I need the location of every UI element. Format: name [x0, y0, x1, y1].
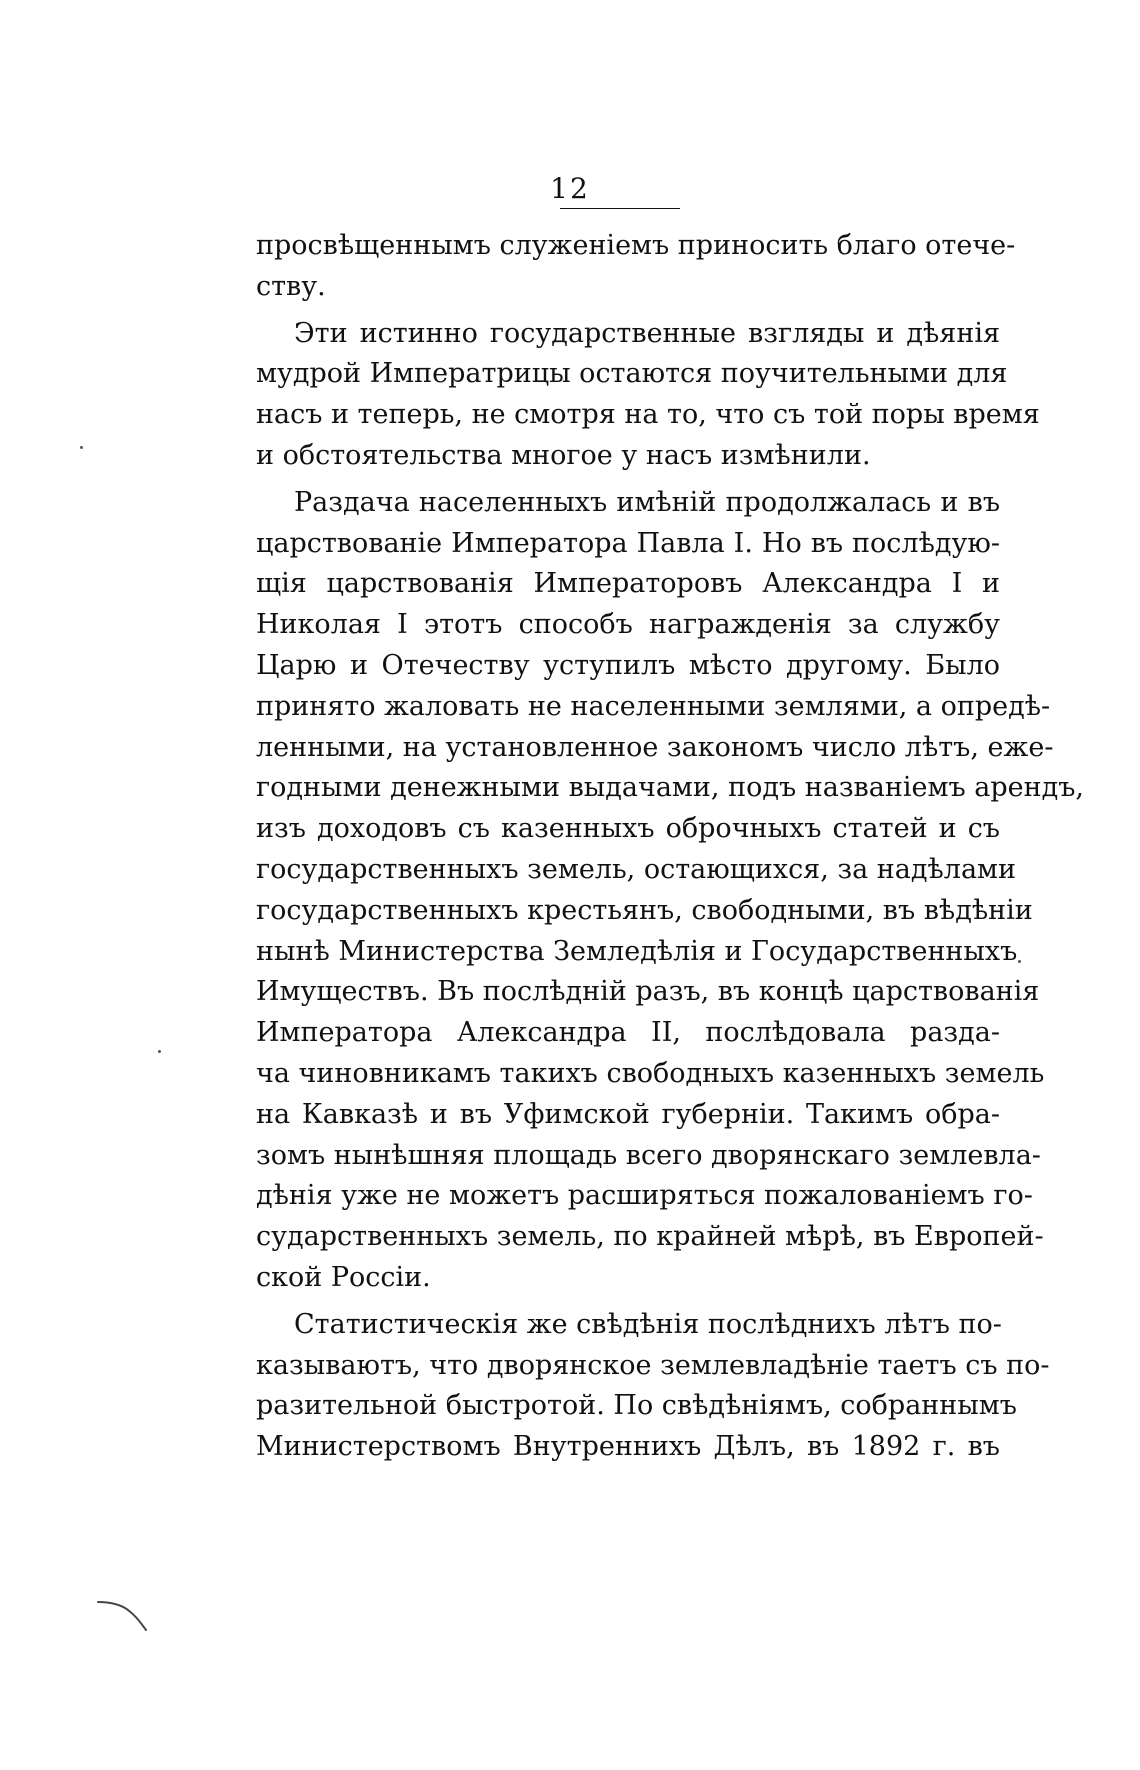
- text-line: на Кавказѣ и въ Уфимской губерніи. Такимъ обра-: [256, 1098, 1000, 1130]
- text-line: сударственныхъ земель, по крайней мѣрѣ, въ Европей-: [256, 1221, 1044, 1253]
- text-line: государственныхъ земель, остающихся, за надѣлами: [256, 853, 1017, 885]
- text-line: зомъ нынѣшняя площадь всего дворянскаго землевла-: [256, 1139, 1041, 1171]
- text-line: царствованіе Императора Павла I. Но въ послѣдую-: [256, 527, 1000, 559]
- text-line: ской Россіи.: [256, 1261, 431, 1293]
- text-line: дѣнія уже не можетъ расширяться пожалованіемъ го-: [256, 1180, 1033, 1212]
- text-line: и обстоятельства многое у насъ измѣнили.: [256, 439, 871, 471]
- text-line: Императора Александра II, послѣдовала разда-: [256, 1017, 1000, 1049]
- text-line: казываютъ, что дворянское землевладѣніе таетъ съ по-: [256, 1349, 1050, 1381]
- text-line: насъ и теперь, не смотря на то, что съ той поры время: [256, 399, 1040, 431]
- text-line: просвѣщеннымъ служеніемъ приносить благо отече-: [256, 230, 1016, 261]
- text-line: ленными, на установленное закономъ число лѣтъ, еже-: [256, 731, 1054, 763]
- text-line: государственныхъ крестьянъ, свободными, въ вѣдѣніи: [256, 894, 1033, 926]
- page-number-rule: [560, 208, 680, 209]
- text-line: Имуществъ. Въ послѣдній разъ, въ концѣ царствованія: [256, 976, 1040, 1008]
- text-line: щія царствованія Императоровъ Александра I и: [256, 568, 1000, 600]
- text-line: разительной быстротой. По свѣдѣніямъ, собраннымъ: [256, 1390, 1017, 1422]
- text-line: годными денежными выдачами, подъ названіемъ арендъ,: [256, 772, 1084, 804]
- body-text: [256, 226, 1084, 1468]
- scan-speck: [80, 446, 83, 449]
- text-line: принято жаловать не населенными землями, а опредѣ-: [256, 690, 1051, 722]
- text-line: ству.: [256, 270, 326, 302]
- margin-pencil-mark: [96, 1596, 156, 1636]
- scan-speck: [158, 1050, 161, 1053]
- page-number: 12: [550, 172, 590, 205]
- text-line: Министерствомъ Внутреннихъ Дѣлъ, въ 1892 г. въ: [256, 1431, 1000, 1463]
- scan-speck: [1018, 960, 1021, 963]
- text-line: изъ доходовъ съ казенныхъ оброчныхъ статей и съ: [256, 813, 1000, 845]
- text-line: Статистическія же свѣдѣнія послѣднихъ лѣтъ по-: [294, 1308, 1002, 1340]
- text-line: ча чиновникамъ такихъ свободныхъ казенныхъ земель: [256, 1057, 1045, 1089]
- text-line: Царю и Отечеству уступилъ мѣсто другому. Было: [256, 649, 1000, 681]
- text-line: Николая I этотъ способъ награжденія за службу: [256, 609, 1000, 641]
- text-line: мудрой Императрицы остаются поучительными для: [256, 358, 1008, 390]
- text-line: нынѣ Министерства Земледѣлія и Государственныхъ: [256, 935, 1018, 967]
- text-line: Раздача населенныхъ имѣній продолжалась и въ: [294, 486, 1000, 518]
- text-line: Эти истинно государственные взгляды и дѣянія: [294, 317, 1000, 349]
